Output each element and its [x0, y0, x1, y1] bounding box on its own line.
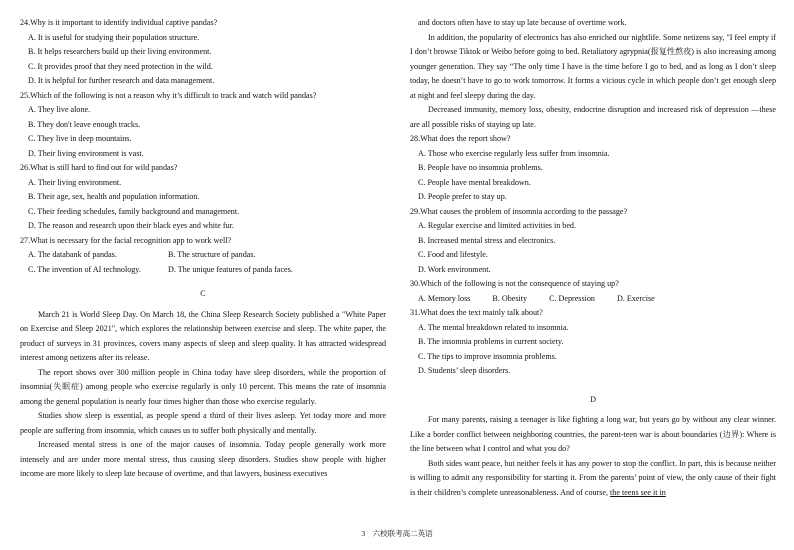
question-27-options-row-2 [20, 263, 386, 278]
question-25-option-c: C. They live in deep mountains. [28, 134, 132, 143]
passage-c-paragraph-3: Studies show sleep is essential, as people spend a third of their lives asleep. Yet today more and more people are suffering from insomnia, which causes us to suffer both physically and mentally. [20, 411, 386, 435]
question-31-option-d: D. Students’ sleep disorders. [418, 366, 511, 375]
question-30-options-row [410, 292, 776, 307]
question-30-option-c: C. Depression [549, 293, 595, 303]
passage-d-paragraph-2 [410, 457, 776, 501]
question-27-options-row-1 [20, 248, 386, 263]
question-25-option-a: A. They live alone. [28, 105, 91, 114]
question-26-option-d: D. The reason and research upon their black eyes and white fur. [28, 221, 234, 230]
passage-d-paragraph-2-text: Both sides want peace, but neither feels it has any power to stop the conflict. In part, this is because neither is willing to admit any responsibility for starting it. From the parents’ point of view, the only cause of their fight is their children’s complete unreasonableness. And of course, [410, 458, 776, 497]
question-25-stem: 25.Which of the following is not a reason why it’s difficult to track and watch wild pandas? [20, 90, 317, 100]
left-column [20, 16, 386, 482]
passage-c-paragraph-1: March 21 is World Sleep Day. On March 18, the China Sleep Research Society published a "White Paper on Exercise and Sleep 2021", which explores the relationship between exercise and sleep. The white paper, the product of surveys in 31 provinces, covers many aspects of sleep and sleep quality. It has attracted widespread interest among netizens after its release. [20, 309, 386, 362]
passage-d-paragraph-1: For many parents, raising a teenager is like fighting a long war, but years go by without any clear winner. Like a border conflict between neighboring countries, the parent-teen war is about boundaries (边界): Where is the line between what I control and what you do? [410, 415, 776, 453]
question-31-option-c: C. The tips to improve insomnia problems. [418, 351, 557, 361]
question-25-option-d: D. Their living environment is vast. [28, 148, 144, 158]
question-30-stem: 30.Which of the following is not the consequence of staying up? [410, 279, 619, 288]
question-29-stem: 29.What causes the problem of insomnia according to the passage? [410, 206, 628, 216]
question-28-stem: 28.What does the report show? [410, 134, 511, 143]
question-28-option-a: A. Those who exercise regularly less suffer from insomnia. [418, 148, 610, 158]
question-30-option-a: A. Memory loss [418, 293, 471, 303]
question-26-option-c: C. Their feeding schedules, family background and management. [28, 206, 240, 216]
question-29-option-a: A. Regular exercise and limited activities in bed. [418, 221, 577, 230]
question-29-option-d: D. Work environment. [418, 264, 491, 274]
question-24-option-d: D. It is helpful for further research and data management. [28, 76, 215, 85]
question-31-option-a: A. The mental breakdown related to insomnia. [418, 322, 569, 332]
passage-d-underlined-phrase: the teens see it in [610, 487, 666, 497]
passage-c-continued-2: In addition, the popularity of electronics has also enriched our nightlife. Some netizens say, "I feel empty if I don’t browse Tiktok or Weibo before going to bed. Retaliatory agrypnia(报复性熬夜) is also increasing among younger generation. They say “The only time I have is the time before I go to bed, and as long as I don’t sleep today, he doesn’t have to go to work tomorrow. It forms a vicious cycle in which people don’t get enough sleep at night and feel sleepy during the day. [410, 32, 776, 100]
question-29-option-b: B. Increased mental stress and electronics. [418, 235, 556, 245]
question-24-option-c: C. It provides proof that they need protection in the wild. [28, 61, 213, 71]
right-column [410, 16, 776, 500]
question-27-option-a: A. The databank of pandas. [28, 250, 117, 259]
question-28-option-c: C. People have mental breakdown. [418, 177, 531, 187]
section-c-heading: C [200, 289, 206, 298]
question-31-option-b: B. The insomnia problems in current society. [418, 337, 564, 346]
page-footer: 3 六校联考高二英语 [361, 529, 433, 538]
passage-c-paragraph-4: Increased mental stress is one of the major causes of insomnia. Today people generally work more intensely and are under more mental stress, thus causing sleep disorders. Studies show people with higher income are more likely to sleep late because of overtime, and that lawyers, business executives [20, 440, 386, 478]
passage-c-continued-1: and doctors often have to stay up late because of overtime work. [418, 18, 627, 27]
question-27-option-d: D. The unique features of panda faces. [168, 264, 293, 274]
question-31-stem: 31.What does the text mainly talk about? [410, 308, 543, 317]
question-29-option-c: C. Food and lifestyle. [418, 250, 488, 259]
passage-c-paragraph-2: The report shows over 300 million people in China today have sleep disorders, while the proportion of insomnia(失眠症) among people who exercise regularly is only 10 percent. This means the rate of insomnia among the general population is nearly four times higher than those who exercise regularly. [20, 367, 386, 406]
question-26-stem: 26.What is still hard to find out for wild pandas? [20, 163, 178, 172]
question-24-option-a: A. It is useful for studying their population structure. [28, 32, 200, 42]
question-27-option-c: C. The invention of AI technology. [28, 264, 141, 274]
question-30-option-b: B. Obesity [492, 293, 528, 303]
passage-c-continued-3: Decreased immunity, memory loss, obesity, endocrine disruption and increased risk of depression —these are all possible risks of staying up late. [410, 105, 776, 129]
question-28-option-b: B. People have no insomnia problems. [418, 163, 543, 172]
question-27-stem: 27.What is necessary for the facial recognition app to work well? [20, 235, 232, 245]
question-24-stem: 24.Why is it important to identify individual captive pandas? [20, 18, 218, 27]
section-d-heading: D [590, 394, 596, 404]
question-26-option-a: A. Their living environment. [28, 177, 122, 187]
question-24-option-b: B. It helps researchers build up their living environment. [28, 47, 212, 56]
question-26-option-b: B. Their age, sex, health and population information. [28, 192, 200, 201]
question-30-option-d: D. Exercise [616, 293, 655, 303]
question-28-option-d: D. People prefer to stay up. [418, 192, 507, 201]
question-27-option-b: B. The structure of pandas. [168, 250, 256, 259]
question-25-option-b: B. They don't leave enough tracks. [28, 119, 141, 129]
